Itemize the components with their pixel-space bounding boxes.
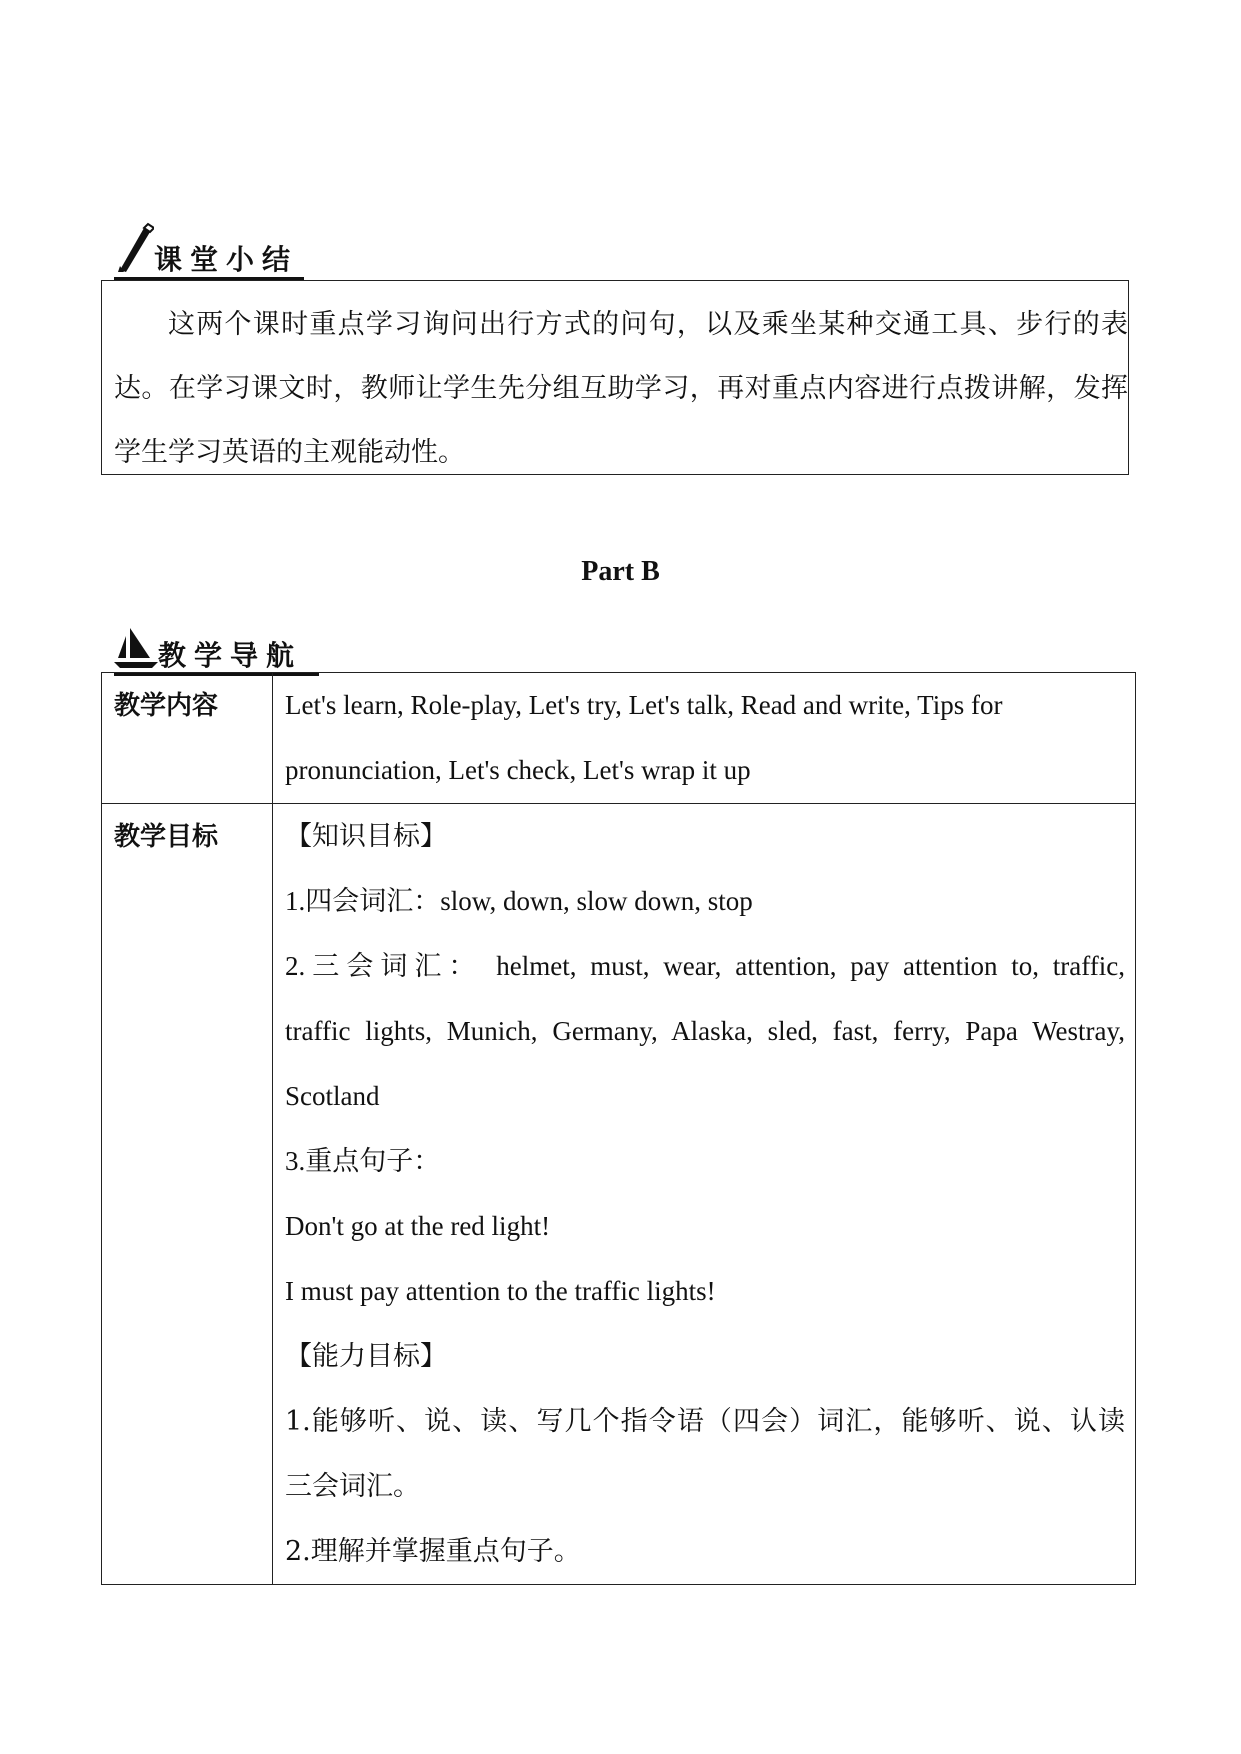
pen-icon: [114, 222, 154, 274]
goal-line: 2.三会词汇： helmet, must, wear, attention, pay attention to, traffic,: [285, 951, 1125, 981]
guide-section-banner: [114, 618, 319, 670]
goal-line: 3.重点句子：: [285, 1146, 441, 1176]
row-label-content: 教学内容: [102, 673, 273, 804]
goal-line: 1.能够听、说、读、写几个指令语（四会）词汇，能够听、说、认读: [285, 1406, 1125, 1437]
row-body-content: [273, 673, 1136, 804]
goal-line: traffic lights, Munich, Germany, Alaska, sled, fast, ferry, Papa Westray,: [285, 1016, 1125, 1046]
goal-line: I must pay attention to the traffic lights!: [285, 1276, 716, 1306]
table-row-content: [102, 673, 1136, 804]
row-body-goals: [273, 804, 1136, 1585]
summary-heading: 课堂小结: [154, 243, 299, 276]
goal-line: 【能力目标】: [285, 1341, 447, 1372]
goal-line: 【知识目标】: [285, 821, 447, 852]
row-label-goals: 教学目标: [102, 804, 273, 1585]
content-line: Let's learn, Role-play, Let's try, Let's talk, Read and write, Tips for: [285, 690, 1003, 720]
sailboat-icon: [114, 618, 158, 670]
part-title: Part B: [581, 556, 660, 587]
goal-line: 三会词汇。: [285, 1471, 420, 1502]
goal-line: 2.理解并掌握重点句子。: [285, 1536, 581, 1567]
summary-text: 这两个课时重点学习询问出行方式的问句，以及乘坐某种交通工具、步行的表达。在学习课文时，教师让学生先分组互助学习，再对重点内容进行点拨讲解，发挥学生学习英语的主观能动性。: [114, 309, 1128, 468]
teaching-guide-table: [101, 672, 1136, 1585]
summary-section-banner: [114, 222, 304, 274]
table-row-goals: [102, 804, 1136, 1585]
content-line: pronunciation, Let's check, Let's wrap it up: [285, 755, 751, 785]
goal-line: 1.四会词汇：slow, down, slow down, stop: [285, 886, 753, 916]
summary-box: [101, 280, 1129, 475]
goal-line: Scotland: [285, 1081, 380, 1111]
goal-line: Don't go at the red light!: [285, 1211, 551, 1241]
guide-heading: 教学导航: [158, 639, 303, 672]
